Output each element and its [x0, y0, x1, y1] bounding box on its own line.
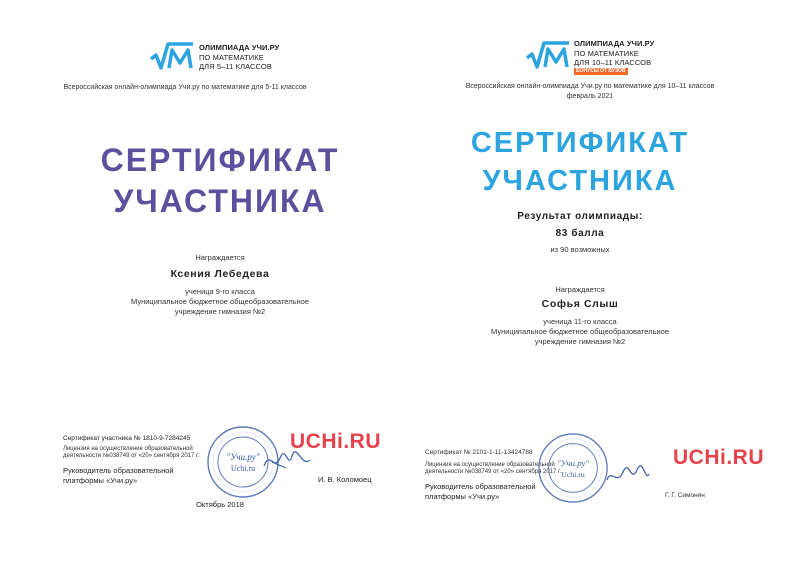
awarded-label: Награждается	[555, 285, 605, 294]
certificate-right	[400, 0, 800, 566]
head-line-1: Руководитель образовательной	[425, 482, 536, 491]
certificate-title	[0, 140, 440, 222]
stamp-text-2: Uchi.ru	[561, 469, 585, 479]
title-line-2: УЧАСТНИКА	[482, 165, 678, 197]
logo-line-1: ОЛИМПИАДА УЧИ.РУ	[199, 43, 280, 52]
signer-name: Г. Г. Симонян	[665, 492, 705, 499]
logo-line-2: ПО МАТЕМАТИКЕ	[574, 48, 639, 58]
olympiad-logo-text	[199, 43, 279, 72]
participant-info	[400, 317, 760, 347]
participant-name: Софья Слыш	[541, 298, 619, 310]
grade-text: ученица 11-го класса	[543, 317, 617, 326]
license-text	[63, 446, 199, 460]
logo-line-2: ПО МАТЕМАТИКЕ	[199, 52, 264, 62]
license-line-2: деятельности №038749 от «20» сентября 2017 г.	[63, 453, 200, 459]
license-line-1: Лицензия на осуществление образовательной	[63, 446, 193, 452]
issue-date: Октябрь 2018	[196, 500, 244, 509]
signer-name: И. В. Коломоец	[318, 475, 372, 484]
math-root-logo-icon	[150, 41, 194, 71]
certificate-title	[400, 124, 760, 200]
logo-line-3: ДЛЯ 5–11 КЛАССОВ	[199, 62, 272, 71]
result-label: Результат олимпиады:	[517, 211, 643, 222]
uchi-brand-logo: UCHi.RU	[673, 446, 764, 469]
description-line-1: Всероссийская онлайн-олимпиада Учи.ру по математике для 10–11 классов	[465, 83, 715, 90]
stamp-text-2: Uchi.ru	[230, 464, 256, 473]
head-line-2: платформы «Учи.ру»	[63, 475, 138, 485]
title-line-1: СЕРТИФИКАТ	[100, 142, 340, 178]
logo-line-1: ОЛИМПИАДА УЧИ.РУ	[574, 39, 655, 48]
platform-head	[63, 466, 174, 485]
school-line-2: учреждение гимназия №2	[534, 337, 626, 346]
score-value: 83 балла	[555, 228, 605, 239]
license-line-1: Лицензия на осуществление образовательной	[425, 462, 555, 468]
awarded-label: Награждается	[195, 253, 245, 262]
title-line-1: СЕРТИФИКАТ	[470, 127, 690, 159]
platform-head	[425, 482, 536, 501]
certificate-number: Сертификат № 2101-1-11-13424788	[425, 449, 533, 456]
signature-icon	[605, 462, 651, 490]
stamp-text-1: "Учи.ру"	[556, 458, 590, 469]
score-max: из 90 возможных	[550, 245, 610, 254]
certificate-number: Сертификат участника № 1810-9-7284245	[63, 435, 191, 442]
uchi-brand-logo: UCHi.RU	[290, 430, 381, 453]
university-bonus-badge: БОНУСЫ ОТ ВУЗОВ	[576, 68, 626, 74]
seal-stamp-icon	[536, 431, 610, 505]
olympiad-description: Всероссийская онлайн-олимпиада Учи.ру по математике для 5-11 классов	[63, 84, 307, 91]
logo-line-3: ДЛЯ 10–11 КЛАССОВ	[574, 58, 652, 67]
olympiad-logo-text	[574, 39, 654, 68]
grade-text: ученица 9-го класса	[185, 287, 255, 296]
head-line-2: платформы «Учи.ру»	[425, 491, 500, 501]
math-root-logo-icon	[526, 40, 570, 70]
title-line-2: УЧАСТНИКА	[113, 183, 327, 219]
school-line-1: Муниципальное бюджетное общеобразовательное	[131, 297, 309, 306]
participant-info	[0, 287, 440, 317]
school-line-1: Муниципальное бюджетное общеобразовательное	[491, 327, 669, 336]
description-line-2: февраль 2021	[566, 93, 614, 100]
olympiad-description	[400, 82, 780, 102]
participant-name: Ксения Лебедева	[170, 268, 270, 280]
stamp-text-1: "Учи.ру"	[226, 452, 260, 462]
school-line-2: учреждение гимназия №2	[174, 307, 266, 316]
license-line-2: деятельности №038749 от «20» сентября 2017 г.	[425, 469, 562, 475]
head-line-1: Руководитель образовательной	[63, 466, 174, 475]
